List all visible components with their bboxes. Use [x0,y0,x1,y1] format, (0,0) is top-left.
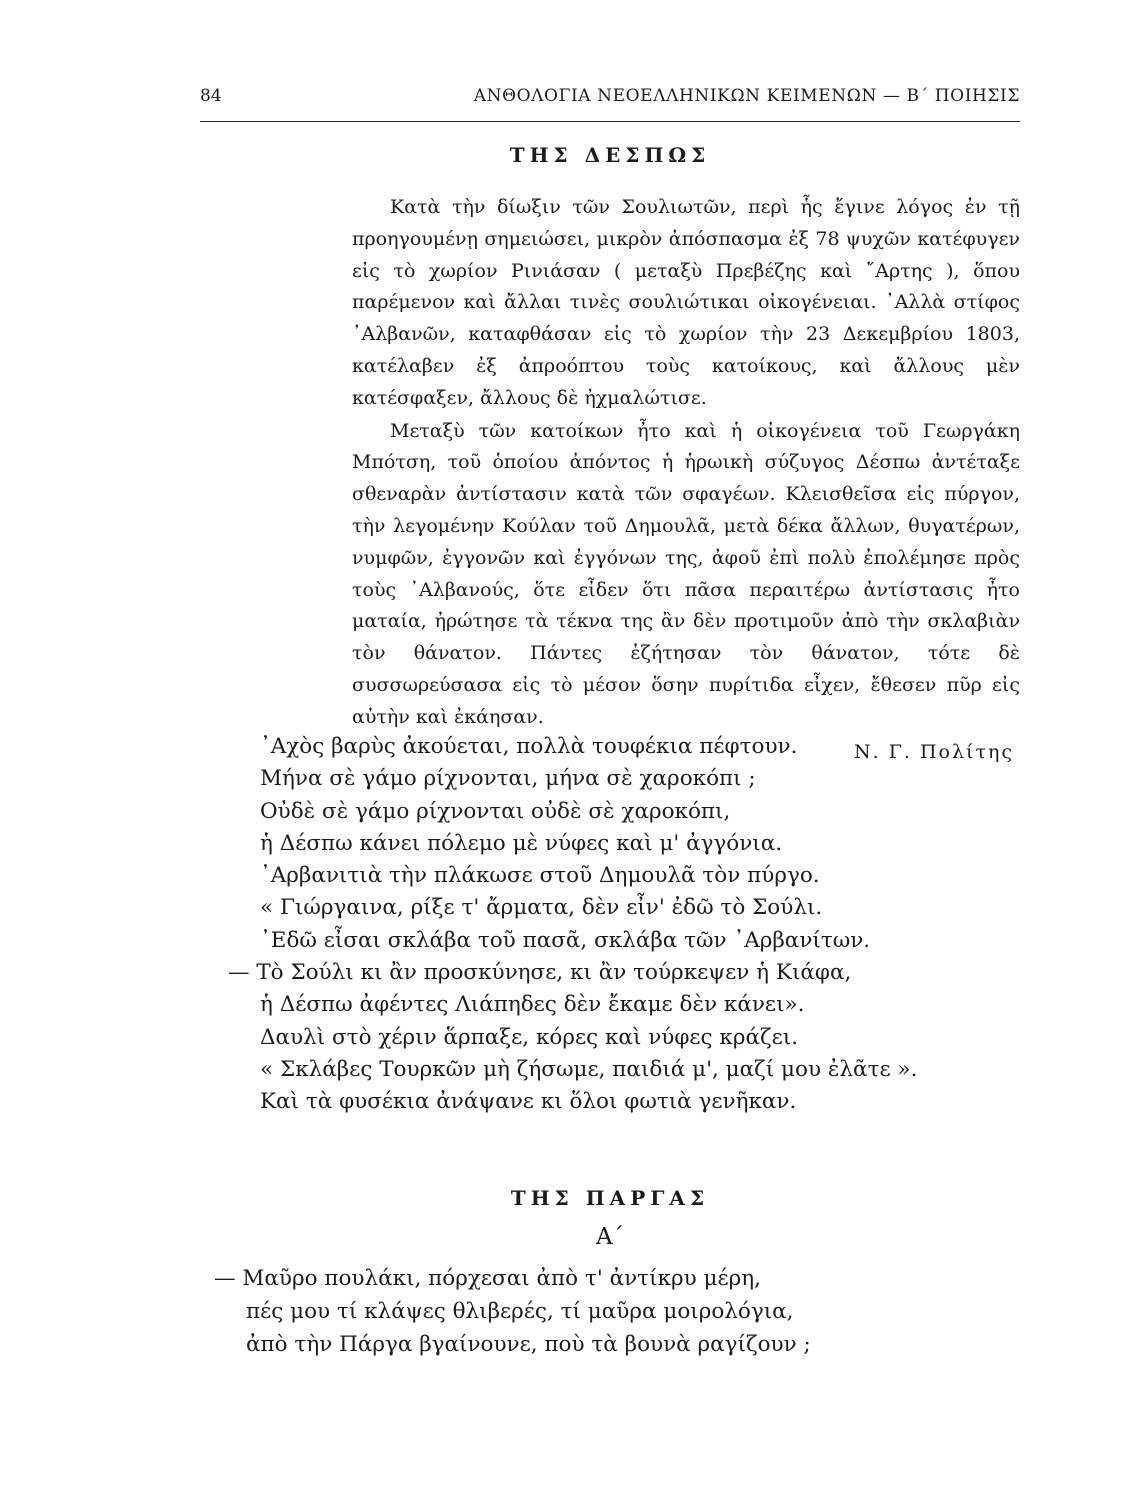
verse-line: ᾿Αρβανιτιὰ τὴν πλάκωσε στοῦ Δημουλᾶ τὸν πύργο. [260,863,820,889]
verse-line: Καὶ τὰ φυσέκια ἀνάψανε κι ὅλοι φωτιὰ γενῆκαν. [260,1089,797,1115]
verse-line: Οὐδὲ σὲ γάμο ρίχνονται οὐδὲ σὲ χαροκόπι, [260,798,731,824]
running-title: ΑΝΘΟΛΟΓΙΑ ΝΕΟΕΛΛΗΝΙΚΩΝ ΚΕΙΜΕΝΩΝ — Β΄ ΠΟΙΗΣΙΣ [473,86,1020,106]
verse-line: ἡ Δέσπω κάνει πόλεμο μὲ νύφες καὶ μ' ἀγγόνια. [260,830,783,856]
page-number: 84 [200,86,222,106]
verse-line: Δαυλὶ στὸ χέριν ἅρπαξε, κόρες καὶ νύφες κράζει. [260,1024,799,1050]
verse-line: « Σκλάβες Τουρκῶν μὴ ζήσωμε, παιδιά μ', μαζί μου ἐλᾶτε ». [260,1056,918,1082]
verse-line: Μήνα σὲ γάμο ρίχνονται, μήνα σὲ χαροκόπι ; [260,766,756,792]
section-title-despos: ΤΗΣ ΔΕΣΠΩΣ [509,143,711,167]
verse-line: ᾿Εδῶ εἶσαι σκλάβα τοῦ πασᾶ, σκλάβα τῶν ᾿Αρβανίτων. [260,927,871,953]
header-rule [200,121,1020,122]
verse-line: ᾿Αχὸς βαρὺς ἀκούεται, πολλὰ τουφέκια πέφτουν. [260,734,798,759]
verse-line: « Γιώργαινα, ρίξε τ' ἄρματα, δὲν εἶν' ἐδῶ τὸ Σούλι. [260,895,823,921]
note-signature: Ν. Γ. Πολίτης [853,740,1014,763]
introductory-note [352,192,1020,768]
verse-line: ἀπὸ τὴν Πάργα βγαίνουνε, ποὺ τὰ βουνὰ ραγίζουν ; [246,1332,811,1357]
verse-line: — Μαῦρο πουλάκι, πόρχεσαι ἀπὸ τ' ἀντίκρυ μέρη, [214,1266,761,1291]
verse-line: πές μου τί κλάψες θλιβερές, τί μαῦρα μοιρολόγια, [246,1299,794,1324]
poem-despos [228,731,1028,1119]
section-title-pargas: ΤΗΣ ΠΑΡΓΑΣ [510,1186,710,1210]
poem-pargas [214,1262,1034,1361]
note-paragraph: Μεταξὺ τῶν κατοίκων ἦτο καὶ ἡ οἰκογένεια τοῦ Γεωργάκη Μπότση, τοῦ ὁποίου ἀπόντος ἡ ἡρωικὴ σύζυγος Δέσπω ἀντέταξε σθεναρὰν ἀντίστασιν κατὰ τῶν σφαγέων. Κλεισθεῖσα εἰς πύργον, τὴν λεγομένην Κούλαν τοῦ Δημουλᾶ, μετὰ δέκα ἄλλων, θυγατέρων, νυμφῶν, ἐγγονῶν καὶ ἐγγόνων της, ἀφοῦ ἐπὶ πολὺ ἐπολέμησε πρὸς τοὺς ᾿Αλβανούς, ὅτε εἶδεν ὅτι πᾶσα περαιτέρω ἀντίστασις ἦτο ματαία, ἠρώτησε τὰ τέκνα της ἂν δὲν προτιμοῦν ἀπὸ τὴν σκλαβιὰν τὸν θάνατον. Πάντες ἐζήτησαν τὸν θάνατον, τότε δὲ συσσωρεύσασα εἰς τὸ μέσον ὅσην πυρίτιδα εἶχεν, ἔθεσεν πῦρ εἰς αὐτὴν καὶ ἐκάησαν. [352,419,1020,728]
note-paragraph: Κατὰ τὴν δίωξιν τῶν Σουλιωτῶν, περὶ ἧς ἔγινε λόγος ἐν τῇ προηγουμένῃ σημειώσει, μικρὸν ἀπόσπασμα ἐξ 78 ψυχῶν κατέφυγεν εἰς τὸ χωρίον Ρινιάσαν ( μεταξὺ Πρεβέζης καὶ ῎Αρτης ), ὅπου παρέμενον καὶ ἄλλαι τινὲς σουλιώτικαι οἰκογένειαι. ᾿Αλλὰ στίφος ᾿Αλβανῶν, καταφθάσαν εἰς τὸ χωρίον τὴν 23 Δεκεμβρίου 1803, κατέλαβεν ἐξ ἀπροόπτου τοὺς κατοίκους, καὶ ἄλλους μὲν κατέσφαξεν, ἄλλους δὲ ἠχμαλώτισε. [352,196,1020,409]
running-header [200,86,1020,116]
section-subtitle: Α΄ [595,1224,625,1250]
verse-line: ἡ Δέσπω ἀφέντες Λιάπηδες δὲν ἔκαμε δὲν κάνει». [260,992,805,1018]
verse-line: — Τὸ Σούλι κι ἂν προσκύνησε, κι ἂν τούρκεψεν ἡ Κιάφα, [228,960,852,986]
